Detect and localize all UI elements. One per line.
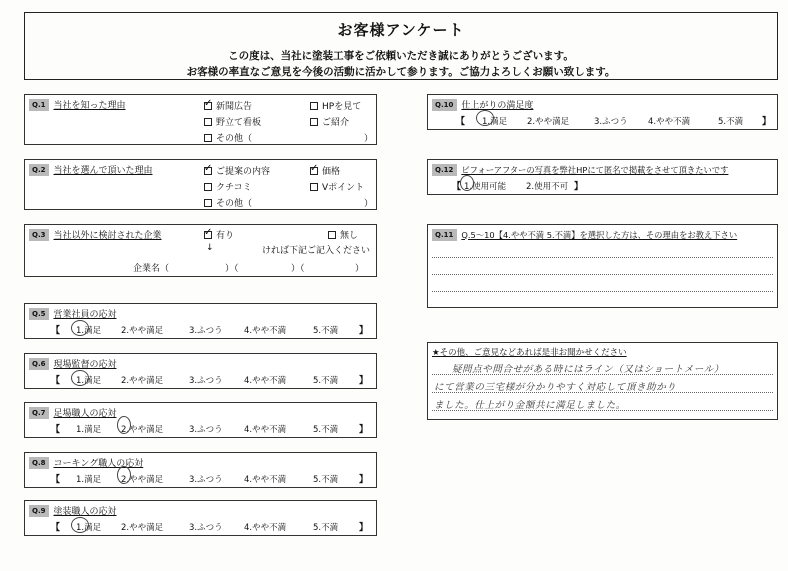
survey-header bbox=[24, 12, 778, 80]
rating-4[interactable]: 4.やや不満 bbox=[648, 117, 691, 127]
rating-2[interactable]: 2.やや満足 bbox=[121, 376, 164, 386]
question-2 bbox=[24, 159, 377, 210]
question-label: Q.5～10【4.やや不満 5.不満】を選択した方は、その理由をお教え下さい bbox=[461, 229, 738, 240]
option-yes[interactable]: ✓ 有り bbox=[204, 228, 234, 241]
bracket-open: 【 bbox=[452, 182, 462, 192]
photo-not-usable-option[interactable]: 2.使用不可 bbox=[526, 182, 569, 192]
handwritten-line-3: ました。仕上がり金額共に満足しました。 bbox=[434, 400, 626, 411]
rating-2[interactable]: 2.やや満足 bbox=[527, 117, 570, 127]
checkbox-checked[interactable] bbox=[310, 167, 318, 175]
bracket-open: 【 bbox=[51, 523, 61, 533]
bracket-open: 【 bbox=[456, 117, 466, 127]
company-paren-b: ）（ bbox=[291, 264, 305, 274]
writing-line bbox=[432, 291, 773, 292]
bracket-close: 】 bbox=[574, 182, 584, 192]
other-comments bbox=[427, 342, 778, 420]
question-number: Q.5 bbox=[29, 308, 49, 320]
selected-circle-mark bbox=[71, 320, 89, 336]
option-other[interactable]: その他（ bbox=[204, 131, 252, 144]
checkbox[interactable] bbox=[310, 102, 318, 110]
checkbox[interactable] bbox=[204, 118, 212, 126]
question-label: 足場職人の応対 bbox=[53, 409, 117, 419]
checkbox[interactable] bbox=[310, 118, 318, 126]
selected-circle-mark bbox=[117, 466, 131, 484]
question-number: Q.8 bbox=[29, 457, 49, 469]
company-name-label: 企業名（ bbox=[133, 264, 170, 274]
company-paren-a: ）（ bbox=[225, 264, 239, 274]
rating-4[interactable]: 4.やや不満 bbox=[244, 425, 287, 435]
question-number: Q.6 bbox=[29, 358, 49, 370]
bracket-close: 】 bbox=[359, 523, 369, 533]
bracket-open: 【 bbox=[51, 376, 61, 386]
handwritten-line-2: にて営業の三宅様が分かりやすく対応して頂き助かり bbox=[434, 382, 677, 393]
bracket-close: 】 bbox=[762, 117, 772, 127]
checkbox[interactable] bbox=[204, 199, 212, 207]
question-11 bbox=[427, 224, 778, 308]
rating-4[interactable]: 4.やや不満 bbox=[244, 523, 287, 533]
question-10 bbox=[427, 94, 778, 130]
company-paren-c: ） bbox=[355, 264, 365, 274]
checkbox[interactable] bbox=[310, 183, 318, 191]
question-number: Q.12 bbox=[432, 164, 457, 176]
question-label: 塗装職人の応対 bbox=[53, 507, 117, 517]
option-proposal[interactable]: ✓ ご提案の内容 bbox=[204, 164, 270, 177]
fill-in-note: ければ下記ご記入ください bbox=[262, 246, 371, 256]
question-8 bbox=[24, 452, 377, 488]
rating-5[interactable]: 5.不満 bbox=[718, 117, 744, 127]
other-paren-close: ） bbox=[364, 134, 374, 144]
other-comments-label: ★その他、ご意見などあれば是非お聞かせください bbox=[432, 348, 627, 358]
question-7 bbox=[24, 402, 377, 438]
rating-3[interactable]: 3.ふつう bbox=[189, 523, 223, 533]
down-arrow-icon: ↓ bbox=[206, 243, 214, 253]
question-number: Q.9 bbox=[29, 505, 49, 517]
question-1 bbox=[24, 94, 377, 145]
rating-4[interactable]: 4.やや不満 bbox=[244, 376, 287, 386]
intro-line-2: お客様の率直なご意見を今後の活動に活かして参ります。ご協力よろしくお願い致します。 bbox=[186, 66, 616, 78]
question-number: Q.10 bbox=[432, 99, 457, 111]
rating-1[interactable]: 1.満足 bbox=[76, 376, 102, 386]
question-label: ビフォーアフターの写真を弊社HPにて匿名で掲載をさせて頂きたいです bbox=[461, 164, 729, 175]
bracket-close: 】 bbox=[359, 376, 369, 386]
rating-2[interactable]: 2.やや満足 bbox=[121, 425, 164, 435]
option-vpoint[interactable]: Vポイント bbox=[310, 180, 364, 193]
rating-1[interactable]: 1.満足 bbox=[76, 326, 102, 336]
rating-2[interactable]: 2.やや満足 bbox=[121, 523, 164, 533]
selected-circle-mark bbox=[476, 110, 494, 126]
rating-2[interactable]: 2.やや満足 bbox=[121, 326, 164, 336]
rating-3[interactable]: 3.ふつう bbox=[189, 425, 223, 435]
selected-circle-mark bbox=[460, 175, 474, 191]
checkbox-checked[interactable] bbox=[204, 102, 212, 110]
checkbox[interactable] bbox=[204, 134, 212, 142]
selected-circle-mark bbox=[117, 416, 131, 434]
rating-3[interactable]: 3.ふつう bbox=[189, 326, 223, 336]
question-6 bbox=[24, 353, 377, 389]
option-no[interactable]: 無し bbox=[328, 228, 358, 241]
option-price[interactable]: ✓ 価格 bbox=[310, 164, 340, 177]
option-word-of-mouth[interactable]: クチコミ bbox=[204, 180, 252, 193]
question-number: Q.2 bbox=[29, 164, 49, 176]
question-label: 仕上がりの満足度 bbox=[461, 101, 534, 111]
selected-circle-mark bbox=[71, 370, 89, 386]
rating-3[interactable]: 3.ふつう bbox=[189, 475, 223, 485]
writing-line bbox=[432, 257, 773, 258]
other-paren-close: ） bbox=[364, 199, 374, 209]
question-number: Q.3 bbox=[29, 229, 49, 241]
question-number: Q.7 bbox=[29, 407, 49, 419]
question-label: 営業社員の応対 bbox=[53, 310, 117, 320]
rating-4[interactable]: 4.やや不満 bbox=[244, 475, 287, 485]
question-label: 当社を選んで頂いた理由 bbox=[53, 166, 153, 176]
rating-3[interactable]: 3.ふつう bbox=[594, 117, 628, 127]
question-label: コーキング職人の応対 bbox=[53, 459, 144, 469]
rating-5[interactable]: 5.不満 bbox=[313, 376, 339, 386]
rating-1[interactable]: 1.満足 bbox=[76, 523, 102, 533]
selected-circle-mark bbox=[71, 517, 89, 533]
photo-usable-option[interactable]: 1.使用可能 bbox=[464, 182, 507, 192]
question-3 bbox=[24, 224, 377, 277]
option-website[interactable]: HPを見て bbox=[310, 99, 361, 112]
intro-line-1: この度は、当社に塗装工事をご依頼いただき誠にありがとうございます。 bbox=[228, 50, 574, 62]
bracket-close: 】 bbox=[359, 475, 369, 485]
writing-line bbox=[432, 274, 773, 275]
checkbox[interactable] bbox=[328, 231, 336, 239]
option-referral[interactable]: ご紹介 bbox=[310, 115, 349, 128]
question-12 bbox=[427, 159, 778, 195]
checkbox-checked[interactable] bbox=[204, 231, 212, 239]
question-label: 当社以外に検討された企業 bbox=[53, 231, 162, 241]
handwritten-line-1: 疑問点や問合せがある時にはライン（又はショートメール） bbox=[452, 364, 724, 375]
question-label: 現場監督の応対 bbox=[53, 360, 117, 370]
question-5 bbox=[24, 303, 377, 339]
question-label: 当社を知った理由 bbox=[53, 101, 126, 111]
option-newspaper[interactable]: ✓ 新聞広告 bbox=[204, 99, 252, 112]
rating-5[interactable]: 5.不満 bbox=[313, 326, 339, 336]
question-number: Q.1 bbox=[29, 99, 49, 111]
rating-4[interactable]: 4.やや不満 bbox=[244, 326, 287, 336]
checkbox[interactable] bbox=[204, 183, 212, 191]
rating-1[interactable]: 1.満足 bbox=[76, 475, 102, 485]
bracket-close: 】 bbox=[359, 425, 369, 435]
survey-title: お客様アンケート bbox=[337, 21, 465, 39]
rating-5[interactable]: 5.不満 bbox=[313, 475, 339, 485]
option-other[interactable]: その他（ bbox=[204, 196, 252, 209]
option-billboard[interactable]: 野立て看板 bbox=[204, 115, 261, 128]
rating-1[interactable]: 1.満足 bbox=[76, 425, 102, 435]
rating-1[interactable]: 1.満足 bbox=[482, 117, 508, 127]
bracket-open: 【 bbox=[51, 425, 61, 435]
rating-5[interactable]: 5.不満 bbox=[313, 425, 339, 435]
bracket-open: 【 bbox=[51, 326, 61, 336]
rating-3[interactable]: 3.ふつう bbox=[189, 376, 223, 386]
question-9 bbox=[24, 500, 377, 536]
rating-2[interactable]: 2.やや満足 bbox=[121, 475, 164, 485]
question-number: Q.11 bbox=[432, 229, 457, 241]
bracket-open: 【 bbox=[51, 475, 61, 485]
bracket-close: 】 bbox=[359, 326, 369, 336]
checkbox-checked[interactable] bbox=[204, 167, 212, 175]
rating-5[interactable]: 5.不満 bbox=[313, 523, 339, 533]
